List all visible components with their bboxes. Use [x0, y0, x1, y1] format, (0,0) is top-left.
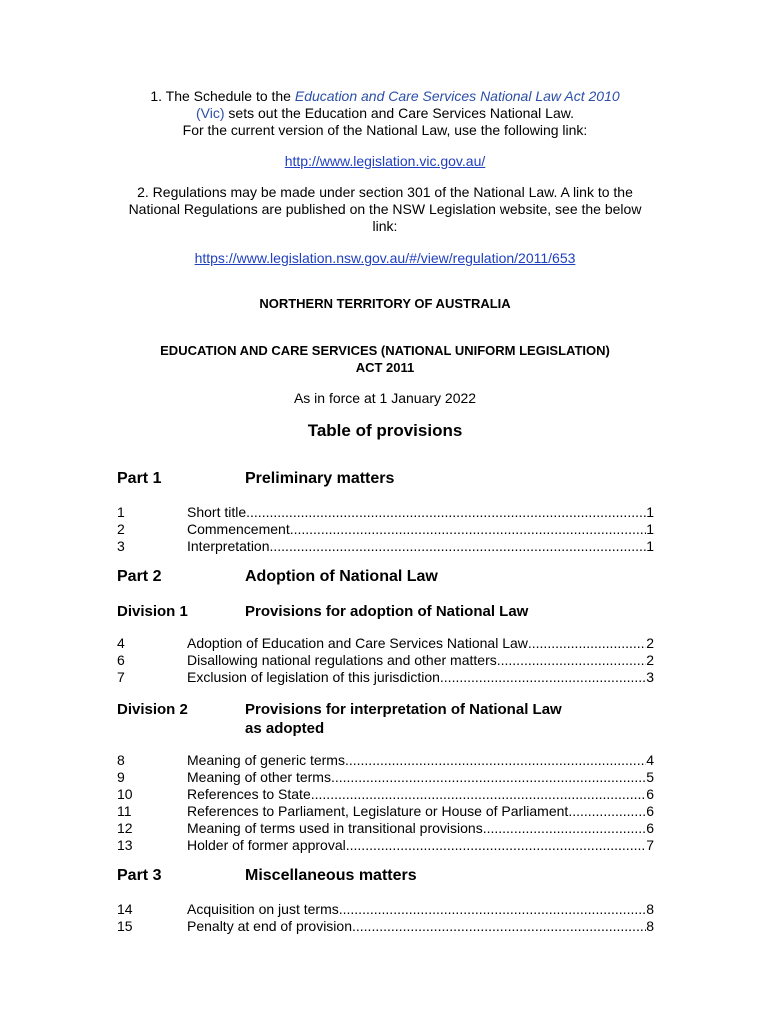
section-number: 12	[117, 820, 133, 836]
section-title: References to Parliament, Legislature or House of Parliament	[187, 803, 569, 819]
section-number: 9	[117, 769, 125, 785]
nsw-legislation-link[interactable]: https://www.legislation.nsw.gov.au/#/view/regulation/2011/653	[194, 250, 576, 266]
link-2-wrap	[110, 250, 660, 267]
page-number: 4	[646, 752, 654, 768]
section-number: 1	[117, 504, 125, 520]
toc-entry[interactable]	[117, 786, 654, 803]
section-title: Commencement	[187, 521, 290, 537]
territory-heading: NORTHERN TERRITORY OF AUSTRALIA	[259, 296, 511, 311]
part-title: Preliminary matters	[245, 470, 395, 487]
leader-dots	[528, 635, 646, 652]
toc-entry[interactable]	[117, 538, 654, 555]
act-title: EDUCATION AND CARE SERVICES (NATIONAL UNIFORM LEGISLATION) ACT 2011	[160, 343, 610, 375]
section-number: 15	[117, 918, 133, 934]
page-number: 8	[646, 918, 654, 934]
toc-entry[interactable]	[117, 635, 654, 652]
section-number: 11	[117, 803, 132, 819]
page-number: 2	[646, 652, 654, 668]
toc-entry[interactable]	[117, 803, 654, 820]
act-2010-reference[interactable]: Education and Care Services National Law Act 2010	[294, 88, 620, 104]
leader-dots	[345, 752, 646, 769]
section-number: 2	[117, 521, 125, 537]
leader-dots	[568, 803, 646, 820]
toc-entry[interactable]	[117, 521, 654, 538]
page-number: 7	[646, 837, 654, 853]
division-number: Division 1	[117, 603, 188, 620]
page-number: 8	[646, 901, 654, 917]
toc-entry[interactable]	[117, 652, 654, 669]
page-number: 6	[646, 820, 654, 836]
division-title: Provisions for interpretation of National Law	[245, 701, 562, 718]
section-title: Adoption of Education and Care Services National Law	[187, 635, 528, 651]
note-1-prefix: 1. The Schedule to the	[150, 88, 295, 104]
section-number: 4	[117, 635, 125, 651]
in-force-date: As in force at 1 January 2022	[293, 390, 477, 406]
leader-dots	[346, 837, 646, 854]
section-title: Penalty at end of provision	[187, 918, 352, 934]
leader-dots	[440, 669, 646, 686]
section-title: Meaning of other terms	[187, 769, 331, 785]
toc-entry[interactable]	[117, 752, 654, 769]
section-number: 7	[117, 669, 125, 685]
section-number: 13	[117, 837, 133, 853]
division-number: Division 2	[117, 701, 188, 718]
page-number: 6	[646, 786, 654, 802]
note-1	[110, 88, 660, 139]
vic-reference: (Vic)	[196, 105, 225, 121]
section-title: References to State	[187, 786, 311, 802]
leader-dots	[339, 901, 646, 918]
page-number: 1	[646, 521, 654, 537]
section-title: Interpretation	[187, 538, 270, 554]
section-number: 6	[117, 652, 125, 668]
section-number: 3	[117, 538, 125, 554]
page-number: 1	[646, 504, 654, 520]
section-title: Exclusion of legislation of this jurisdiction	[187, 669, 440, 685]
part-number: Part 3	[117, 867, 162, 884]
toc-entry[interactable]	[117, 918, 654, 935]
section-number: 8	[117, 752, 125, 768]
note-2: 2. Regulations may be made under section 301 of the National Law. A link to the National Regulations are published on the NSW Legislation website, see the below link:	[128, 184, 642, 234]
toc-entry[interactable]	[117, 820, 654, 837]
part-title: Adoption of National Law	[245, 568, 438, 585]
section-title: Meaning of terms used in transitional provisions	[187, 820, 483, 836]
leader-dots	[246, 504, 646, 521]
toc-entry[interactable]	[117, 769, 654, 786]
section-number: 10	[117, 786, 133, 802]
leader-dots	[290, 521, 647, 538]
part-title: Miscellaneous matters	[245, 867, 417, 884]
page-number: 6	[646, 803, 654, 819]
note-1-rest: sets out the Education and Care Services National Law.	[224, 105, 574, 121]
leader-dots	[497, 652, 646, 669]
page-number: 2	[646, 635, 654, 651]
section-title: Short title	[187, 504, 247, 520]
section-title: Meaning of generic terms	[187, 752, 345, 768]
toc-entry[interactable]	[117, 901, 654, 918]
leader-dots	[331, 769, 646, 786]
section-title: Holder of former approval	[187, 837, 346, 853]
leader-dots	[483, 820, 647, 837]
toc-title: Table of provisions	[307, 421, 463, 440]
toc-entry[interactable]	[117, 837, 654, 854]
division-title-continued: as adopted	[245, 720, 325, 737]
leader-dots	[352, 918, 646, 935]
leader-dots	[311, 786, 646, 803]
toc-entry[interactable]	[117, 504, 654, 521]
note-1-line3: For the current version of the National Law, use the following link:	[182, 122, 588, 138]
toc-entry[interactable]	[117, 669, 654, 686]
page-number: 3	[646, 669, 654, 685]
vic-legislation-link[interactable]: http://www.legislation.vic.gov.au/	[284, 153, 486, 169]
part-number: Part 1	[117, 470, 162, 487]
section-number: 14	[117, 901, 133, 917]
link-1-wrap	[110, 153, 660, 170]
part-number: Part 2	[117, 568, 162, 585]
section-title: Acquisition on just terms	[187, 901, 339, 917]
division-title: Provisions for adoption of National Law	[245, 603, 529, 620]
leader-dots	[270, 538, 647, 555]
section-title: Disallowing national regulations and other matters	[187, 652, 497, 668]
page-number: 5	[646, 769, 654, 785]
page-number: 1	[646, 538, 654, 554]
